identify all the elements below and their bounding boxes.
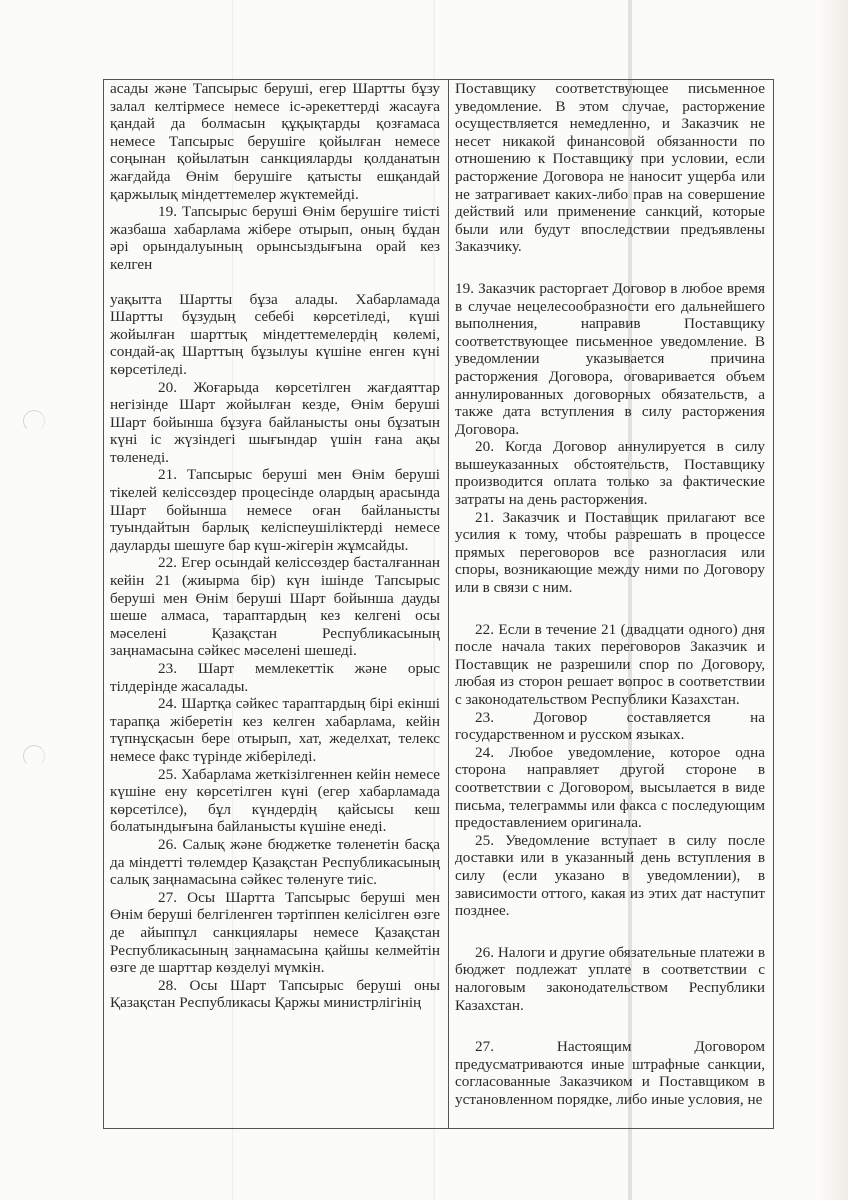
kz-clause-20: 20. Жоғарыда көрсетілген жағдаяттар негізінде Шарт жойылған кезде, Өнім беруші Шарт бойынша бұзуға байланысты оны бұзатын күні іс жүзіндегі шығындар үшін ғана ақы төленеді. (110, 378, 440, 466)
kz-clause-19-continuation: уақытта Шартты бұза алады. Хабарламада Шартты бұзудың себебі көрсетіледі, күші жойылған шарттық міндеттемелердің көлемі, сондай-ақ Шарттың бұзылуы күшіне енген күні көрсетіледі. (110, 290, 440, 378)
punch-hole-mark (23, 410, 45, 432)
russian-column (449, 80, 774, 1129)
ru-clause-27: 27. Настоящим Договором предусматриваются иные штрафные санкции, согласованные Заказчиком и Поставщиком в установленном порядке, либо иные условия, не (455, 1038, 765, 1108)
kz-clause-19: 19. Тапсырыс беруші Өнім берушіге тиісті жазбаша хабарлама жібере отырып, оның бұдан әрі орындалуының орынсыздығына орай кез келген (110, 203, 440, 273)
ru-clause-23: 23. Договор составляется на государственном и русском языках. (455, 708, 765, 744)
page-edge-shadow (820, 0, 848, 1200)
kz-clause-21: 21. Тапсырыс беруші мен Өнім беруші тікелей келіссөздер процесінде олардың арасында Шарт бойынша немесе оған байланысты туындайтын барлық келіспеушіліктерді немесе дауларды шешуге бар күш-жігерін жұмсайды. (110, 466, 440, 554)
bilingual-contract-table (103, 79, 774, 1129)
kz-clause-22: 22. Егер осындай келіссөздер басталғаннан кейін 21 (жиырма бір) күн ішінде Тапсырыс беруші мен Өнім беруші Шарт бойынша дауды шеше алмаса, тараптардың кез келгені осы мәселені Қазақстан Республикасының заңнамасына сәйкес мәселені шешеді. (110, 554, 440, 660)
kazakh-column (104, 80, 449, 1129)
kz-paragraph-continuation: асады және Тапсырыс беруші, егер Шартты бұзу залал келтірмесе немесе іс-әрекеттерді жасауға қандай да болмасын құқықтарды қозғамаса немесе Тапсырыс берушіге қойылған немесе соңынан қойылатын санкцияларды қолданатын жағдайда Өнім берушіге қатысты ешқандай қаржылық міндеттемелер жүктемейді. (110, 80, 440, 203)
kz-clause-26: 26. Салық және бюджетке төленетін басқа да міндетті төлемдер Қазақстан Республикасының салық заңнамасына сәйкес төленуге тиіс. (110, 835, 440, 889)
ru-clause-21: 21. Заказчик и Поставщик прилагают все усилия к тому, чтобы разрешать в процессе прямых переговоров все разногласия или споры, возникающие между ними по Договору или в связи с ним. (455, 508, 765, 597)
table-row (104, 80, 774, 1129)
ru-clause-24: 24. Любое уведомление, которое одна сторона направляет другой стороне в соответствии с Договором, высылается в виде письма, телеграммы или факса с последующим предоставлением оригинала. (455, 743, 765, 832)
kz-clause-23: 23. Шарт мемлекеттік және орыс тілдерінде жасалады. (110, 660, 440, 695)
kz-clause-27: 27. Осы Шартта Тапсырыс беруші мен Өнім беруші белгіленген тәртіппен келісілген өзге де айыппұл санкциялары немесе Қазақстан Республикасының заңнамасына қайшы келмейтін өзге де шарттар көзделуі мүмкін. (110, 888, 440, 977)
ru-paragraph-continuation: Поставщику соответствующее письменное уведомление. В этом случае, расторжение осуществляется немедленно, и Заказчик не несет никакой финансовой обязанности по отношению к Поставщику при условии, если расторжение Договора не наносит ущерба или не затрагивает каких-либо прав на совершение действий или применение санкций, которые были или будут впоследствии предъявлены Заказчику. (455, 80, 765, 256)
ru-clause-22: 22. Если в течение 21 (двадцати одного) дня после начала таких переговоров Заказчик и Поставщик не разрешили спор по Договору, любая из сторон решает вопрос в соответствии с законодательством Республики Казахстан. (455, 620, 765, 708)
ru-clause-25: 25. Уведомление вступает в силу после доставки или в указанный день вступления в силу (если указано в уведомлении), в зависимости оттого, какая из этих дат наступит позднее. (455, 831, 765, 920)
kz-clause-25: 25. Хабарлама жеткізілгеннен кейін немесе күшіне ену көрсетілген күні (егер хабарламада көрсетілсе), бұл күндердің қайсысы кеш болатындығына байланысты күшіне енеді. (110, 765, 440, 836)
ru-clause-20: 20. Когда Договор аннулируется в силу вышеуказанных обстоятельств, Поставщику производится оплата только за фактические затраты на день расторжения. (455, 438, 765, 509)
kz-clause-28: 28. Осы Шарт Тапсырыс беруші оны Қазақстан Республикасы Қаржы министрлігінің (110, 976, 440, 1012)
ru-clause-19: 19. Заказчик расторгает Договор в любое время в случае нецелесообразности его дальнейшего выполнения, направив Поставщику соответствующее письменное уведомление. В уведомлении указывается причина расторжения Договора, оговаривается объем аннулированных договорных обязательств, а также дата вступления в силу расторжения Договора. (455, 279, 765, 438)
punch-hole-mark (23, 745, 45, 767)
kz-clause-24: 24. Шартқа сәйкес тараптардың бірі екінші тарапқа жіберетін кез келген хабарлама, кейін түпнұсқасын бере отырып, хат, жеделхат, телекс немесе факс түрінде жіберіледі. (110, 695, 440, 765)
ru-clause-26: 26. Налоги и другие обязательные платежи в бюджет подлежат уплате в соответствии с налоговым законодательством Республики Казахстан. (455, 943, 765, 1014)
